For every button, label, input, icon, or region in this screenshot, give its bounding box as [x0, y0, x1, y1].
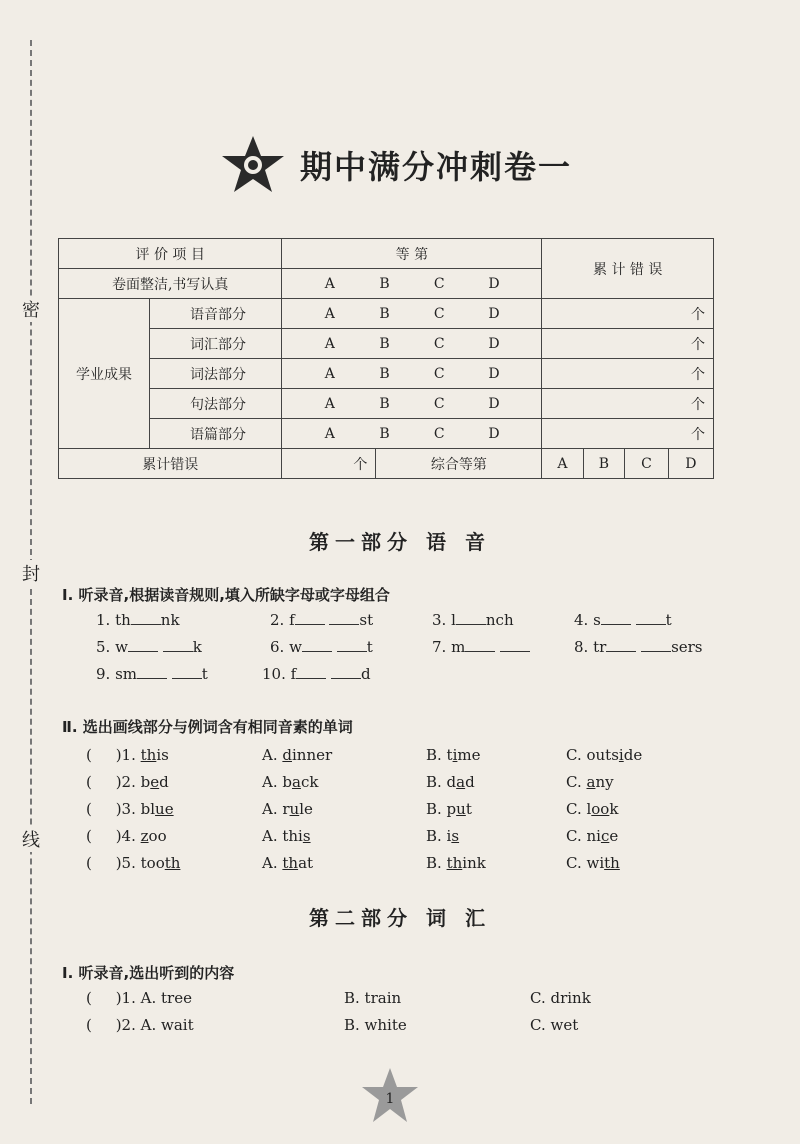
part2-heading: 第二部分 词 汇	[309, 906, 491, 930]
col-grade-header: 等 第	[282, 239, 542, 269]
sub-item-morphology: 词法部分	[150, 359, 282, 389]
group-label: 学业成果	[59, 299, 150, 449]
score-table: 评 价 项 目 等 第 累 计 错 误 卷面整洁,书写认真 A B C D 学业成果 语音部分 A B C D 个 词汇部分 A B C D 个 词法部分 A B C D 个 句法部分 A B C D 个 语篇部分 A B C D 个 累计错误 个 综合等第 A B C D	[58, 238, 714, 479]
col-errors-header: 累 计 错 误	[542, 239, 714, 299]
page-number: 1	[385, 1091, 395, 1107]
part1-heading: 第一部分 语 音	[309, 530, 491, 554]
star-emblem-icon	[220, 134, 286, 196]
sub-item-syntax: 句法部分	[150, 389, 282, 419]
neat-row-label: 卷面整洁,书写认真	[59, 269, 282, 299]
col-item-header: 评 价 项 目	[59, 239, 282, 269]
total-errors-label: 累计错误	[59, 449, 282, 479]
margin-label-line: 线	[20, 826, 42, 852]
sub-item-discourse: 语篇部分	[150, 419, 282, 449]
part2-sec1-title: Ⅰ. 听录音,选出听到的内容	[62, 964, 235, 982]
margin-label-seal: 密	[20, 296, 42, 322]
grade-options: A B C D	[324, 275, 500, 292]
part1-sec2-title: Ⅱ. 选出画线部分与例词含有相同音素的单词	[62, 718, 353, 736]
page-title: 期中满分冲刺卷一	[300, 148, 573, 186]
overall-label: 综合等第	[376, 449, 542, 479]
page-number-star-icon	[360, 1066, 420, 1126]
part1-sec1-title: Ⅰ. 听录音,根据读音规则,填入所缺字母或字母组合	[62, 586, 390, 604]
title-block	[220, 135, 572, 195]
sub-item-phonetics: 语音部分	[150, 299, 282, 329]
sub-item-vocabulary: 词汇部分	[150, 329, 282, 359]
margin-label-feng: 封	[20, 560, 42, 586]
